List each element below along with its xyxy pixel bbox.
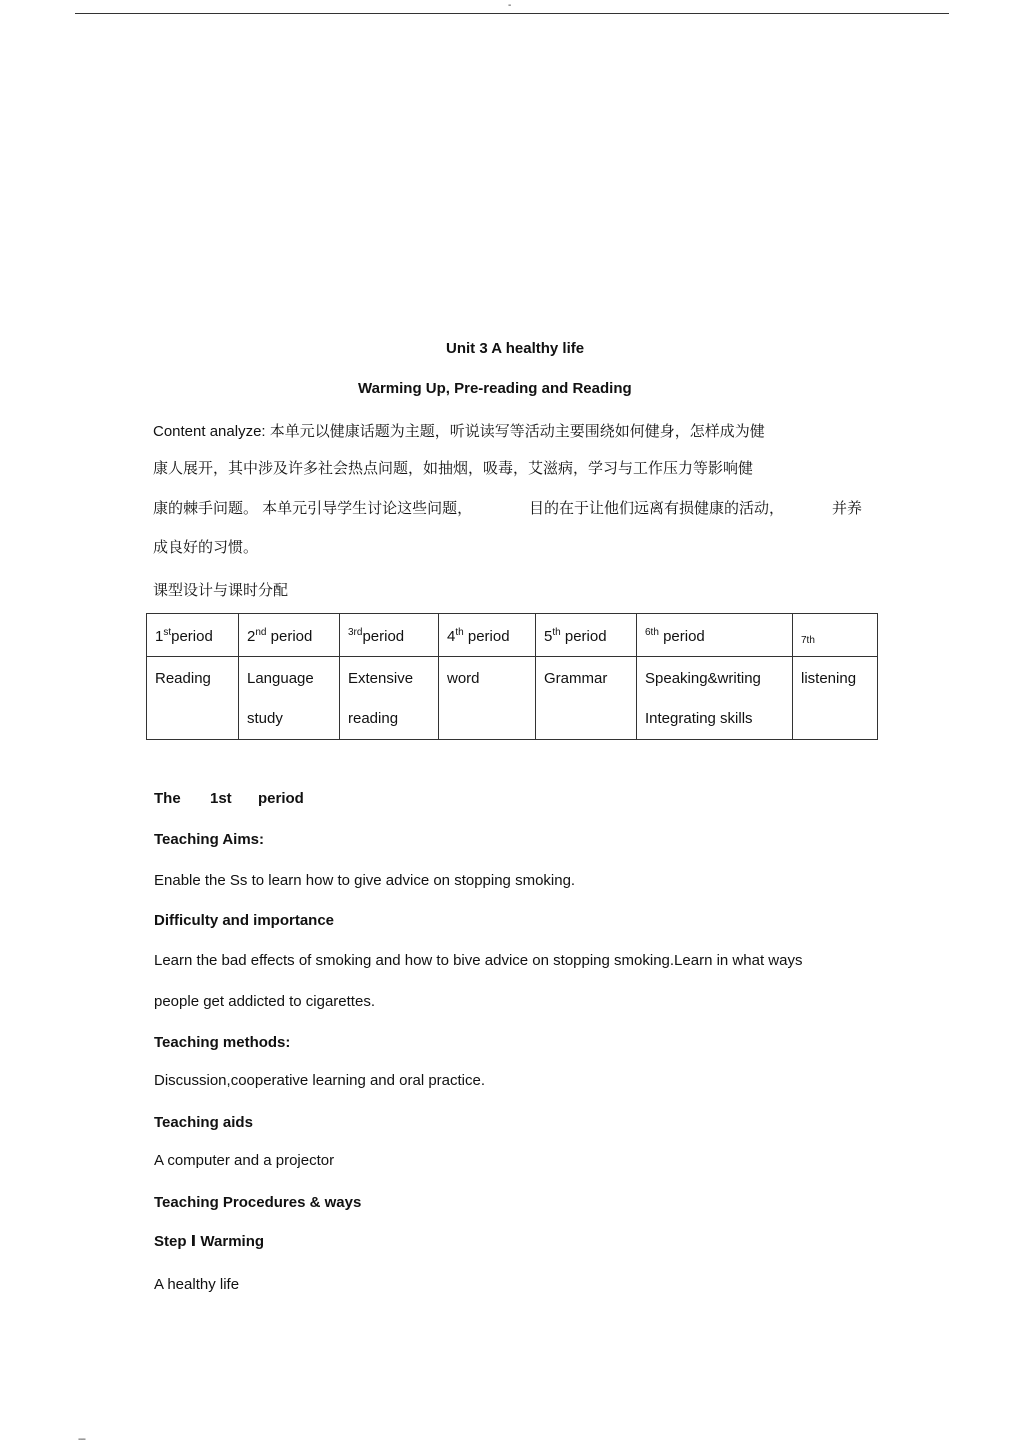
table-header-cell: 5th period — [536, 614, 637, 657]
difficulty-text-line-2: people get addicted to cigarettes. — [154, 993, 375, 1010]
table-header-cell: $^{6th}$ period — [637, 614, 793, 657]
content-analyze-line-4: 成良好的习惯。 — [153, 539, 259, 556]
teaching-aids-text: A computer and a projector — [154, 1152, 335, 1169]
period-table — [146, 613, 878, 740]
table-cell: Reading — [147, 657, 239, 740]
teaching-aims-label: Teaching Aims: — [154, 831, 265, 848]
difficulty-text-line-1: Learn the bad effects of smoking and how to bive advice on stopping smoking.Learn in what ways — [154, 952, 803, 969]
table-header-cell: $^{3rd}$period — [340, 614, 439, 657]
table-cell: Speaking&writing Integrating skills — [637, 657, 793, 740]
table-cell: Grammar — [536, 657, 637, 740]
header-mark: - — [508, 0, 512, 11]
table-header-row — [147, 614, 878, 657]
table-cell: Extensive reading — [340, 657, 439, 740]
document-subtitle: Warming Up, Pre-reading and Reading — [358, 380, 632, 397]
table-cell: Language study — [239, 657, 340, 740]
content-analyze-line-2: 康人展开，其中涉及许多社会热点问题，如抽烟，吸毒，艾滋病，学习与工作压力等影响健 — [153, 460, 754, 477]
period-heading: 课型设计与课时分配 — [153, 582, 289, 599]
teaching-methods-text: Discussion,cooperative learning and oral practice. — [154, 1072, 486, 1089]
table-header-cell: 4th period — [439, 614, 536, 657]
teaching-methods-label: Teaching methods: — [154, 1034, 291, 1051]
content-analyze-line-3c: 并养 — [832, 500, 863, 517]
difficulty-label: Difficulty and importance — [154, 912, 335, 929]
table-header-cell: 1stperiod — [147, 614, 239, 657]
teaching-aims-text: Enable the Ss to learn how to give advice on stopping smoking. — [154, 872, 576, 889]
table-cell: word — [439, 657, 536, 740]
period-title-the: The — [154, 790, 181, 807]
content-analyze-line-1: Content analyze: 本单元以健康话题为主题，听说读写等活动主要围绕如何健身，怎样成为健 — [153, 423, 765, 440]
period-title-number: 1st — [210, 790, 232, 807]
teaching-procedures-label: Teaching Procedures & ways — [154, 1194, 362, 1211]
footer-mark: --- — [78, 1434, 85, 1445]
document-title: Unit 3 A healthy life — [446, 340, 585, 357]
table-header-cell: 2nd period — [239, 614, 340, 657]
table-header-cell: 7th — [793, 614, 878, 657]
table-row — [147, 657, 878, 740]
content-analyze-line-3b: 目的在于让他们远离有损健康的活动， — [529, 500, 785, 517]
teaching-aids-label: Teaching aids — [154, 1114, 253, 1131]
period-title-period: period — [258, 790, 304, 807]
step-warming-label: Step Ⅰ Warming — [154, 1233, 265, 1250]
table-cell: listening — [793, 657, 878, 740]
content-analyze-line-3a: 康的棘手问题。 本单元引导学生讨论这些问题， — [153, 500, 473, 517]
header-rule — [75, 13, 949, 14]
step-warming-text: A healthy life — [154, 1276, 240, 1293]
